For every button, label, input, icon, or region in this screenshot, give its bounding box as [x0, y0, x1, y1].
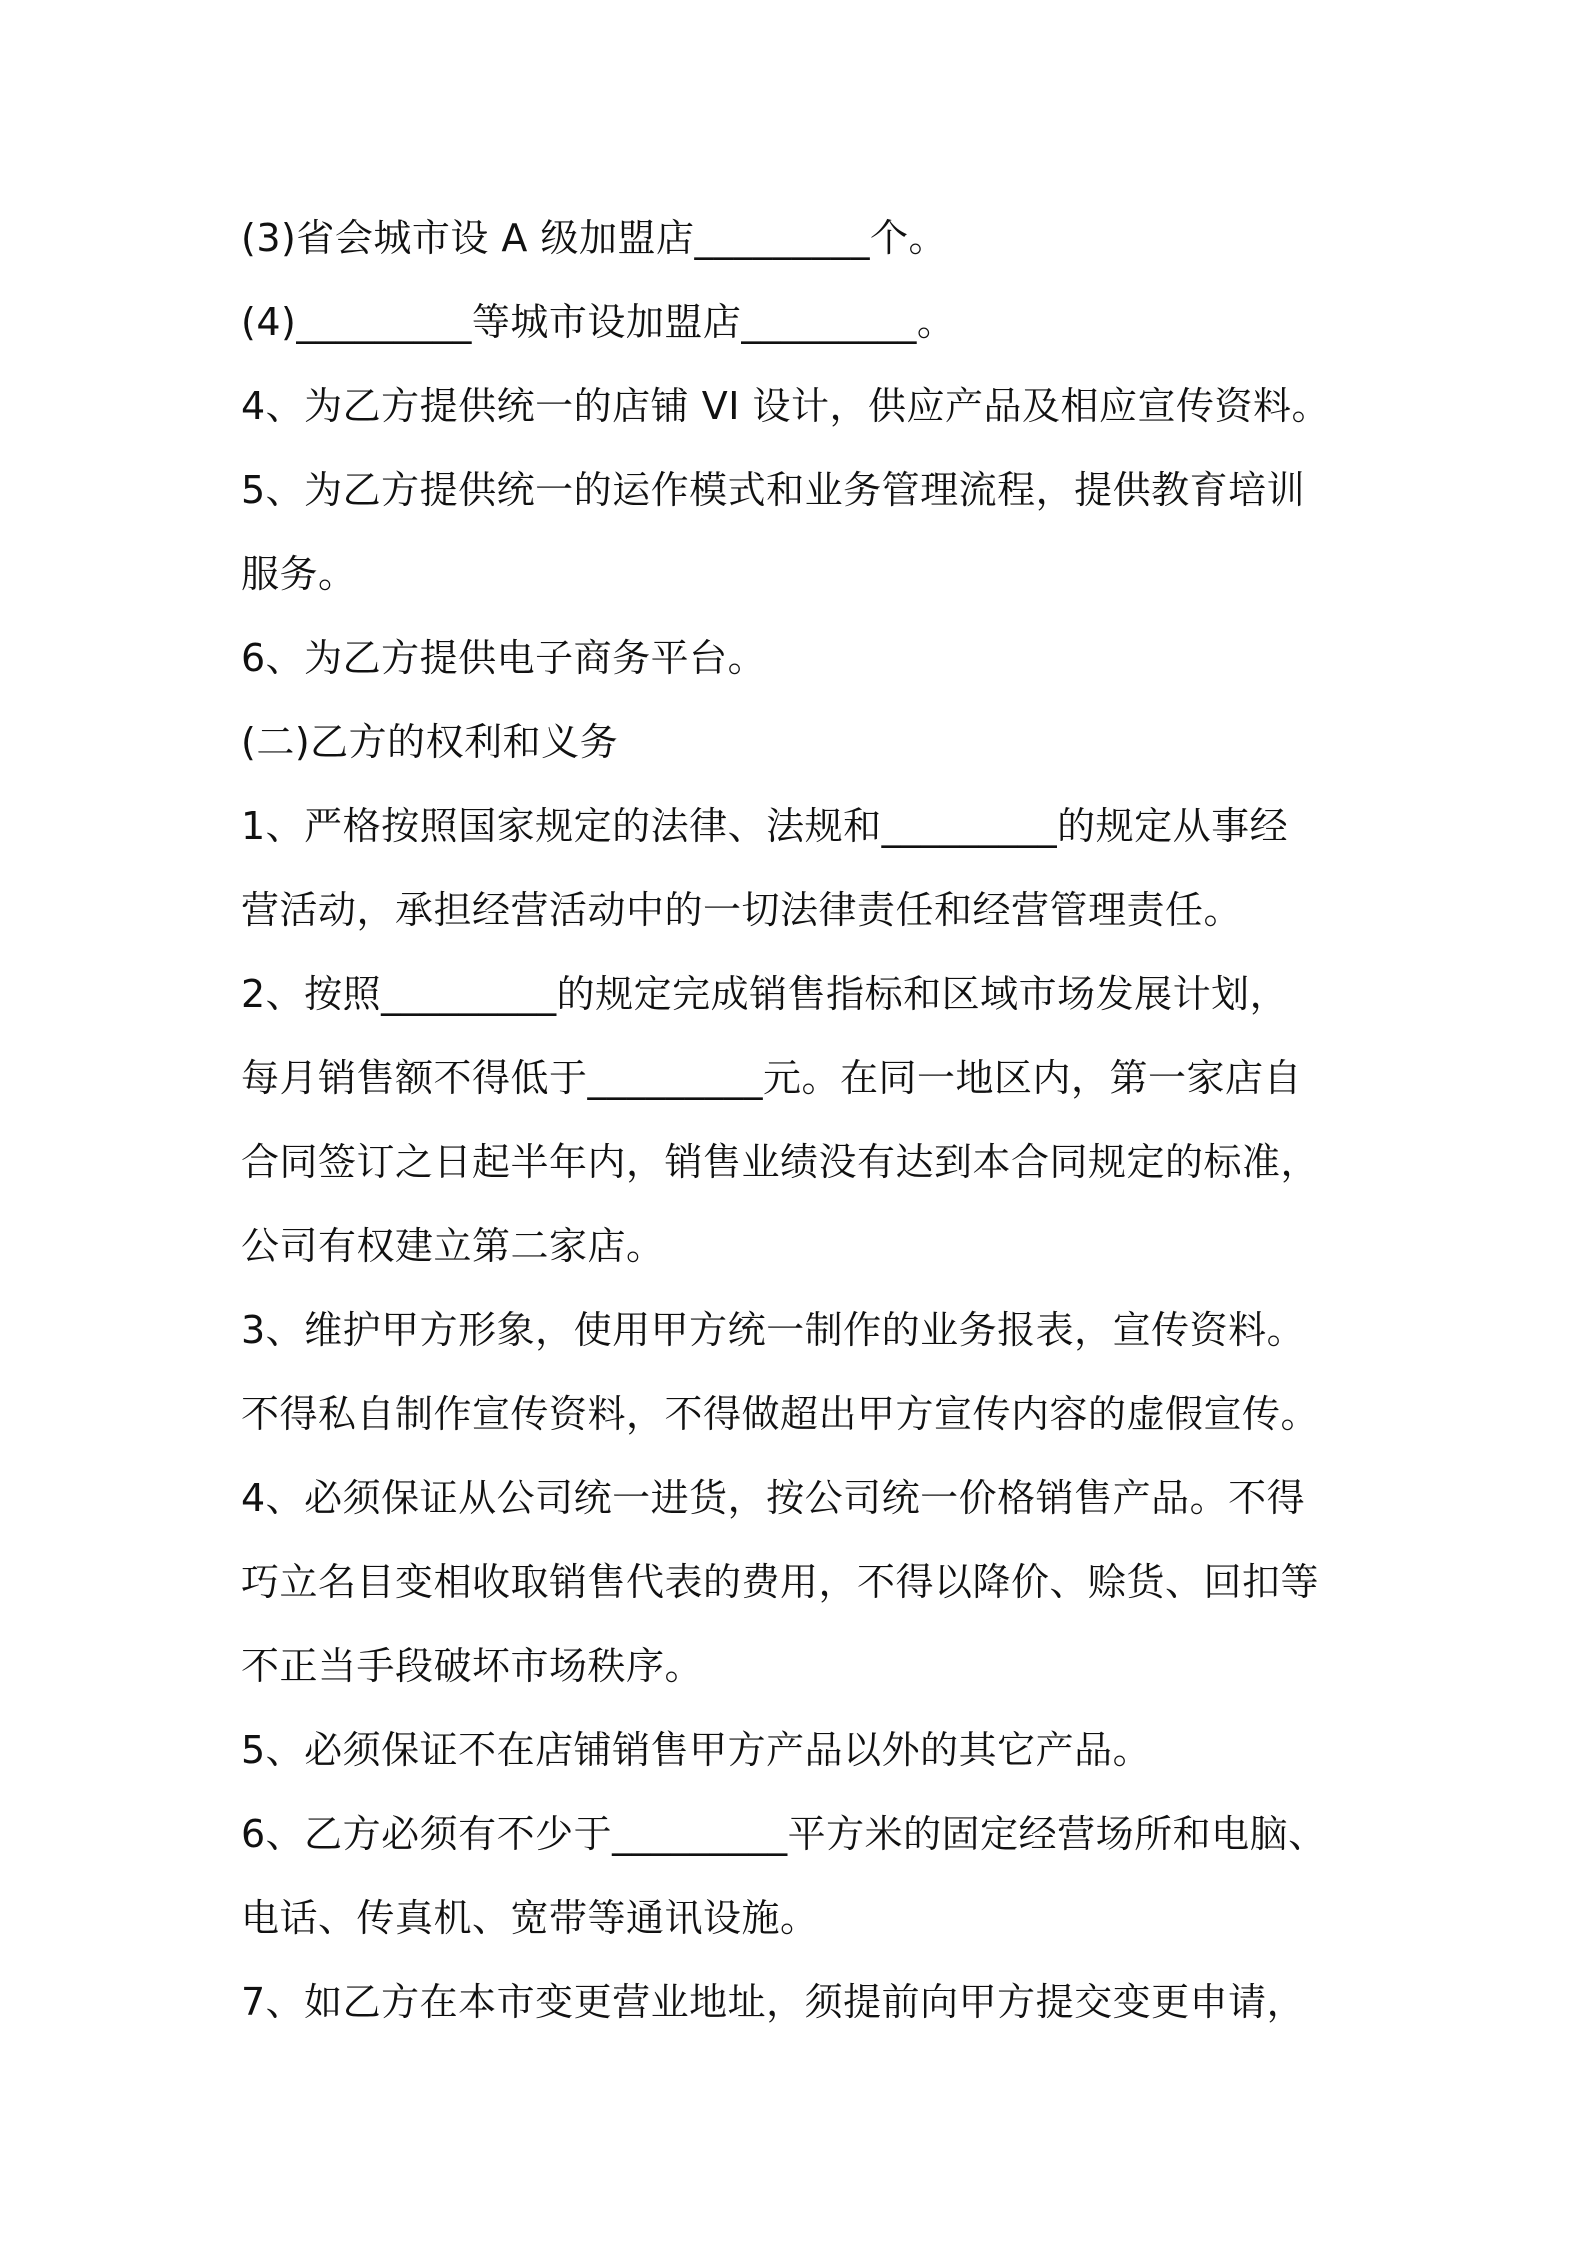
text-line: 1、严格按照国家规定的法律、法规和_________的规定从事经 — [241, 804, 1289, 848]
document-body — [241, 196, 1361, 2044]
text-line: 5、必须保证不在店铺销售甲方产品以外的其它产品。 — [241, 1728, 1152, 1772]
text-line: 合同签订之日起半年内，销售业绩没有达到本合同规定的标准， — [241, 1140, 1320, 1184]
text-line: 6、为乙方提供电子商务平台。 — [241, 636, 767, 680]
text-line: 每月销售额不得低于_________元。在同一地区内，第一家店自 — [241, 1056, 1303, 1100]
text-line: 6、乙方必须有不少于_________平方米的固定经营场所和电脑、 — [241, 1812, 1327, 1856]
text-line: 巧立名目变相收取销售代表的费用，不得以降价、赊货、回扣等 — [241, 1560, 1320, 1604]
text-line: 7、如乙方在本市变更营业地址，须提前向甲方提交变更申请， — [241, 1980, 1306, 2024]
text-line: (3)省会城市设 A 级加盟店_________个。 — [241, 216, 947, 260]
text-line: 公司有权建立第二家店。 — [241, 1224, 665, 1268]
text-line: 服务。 — [241, 552, 357, 596]
text-line: 不正当手段破坏市场秩序。 — [241, 1644, 704, 1688]
text-line: (4)_________等城市设加盟店_________。 — [241, 300, 956, 344]
text-line: 3、维护甲方形象，使用甲方统一制作的业务报表，宣传资料。 — [241, 1308, 1306, 1352]
text-line: 4、为乙方提供统一的店铺 VI 设计，供应产品及相应宣传资料。 — [241, 384, 1331, 428]
text-line: 不得私自制作宣传资料，不得做超出甲方宣传内容的虚假宣传。 — [241, 1392, 1320, 1436]
text-line: 5、为乙方提供统一的运作模式和业务管理流程，提供教育培训 — [241, 468, 1306, 512]
text-line: 营活动，承担经营活动中的一切法律责任和经营管理责任。 — [241, 888, 1243, 932]
text-line: 2、按照_________的规定完成销售指标和区域市场发展计划， — [241, 972, 1289, 1016]
text-line: 电话、传真机、宽带等通讯设施。 — [241, 1896, 819, 1940]
section-heading: (二)乙方的权利和义务 — [241, 720, 619, 764]
text-line: 4、必须保证从公司统一进货，按公司统一价格销售产品。不得 — [241, 1476, 1306, 1520]
